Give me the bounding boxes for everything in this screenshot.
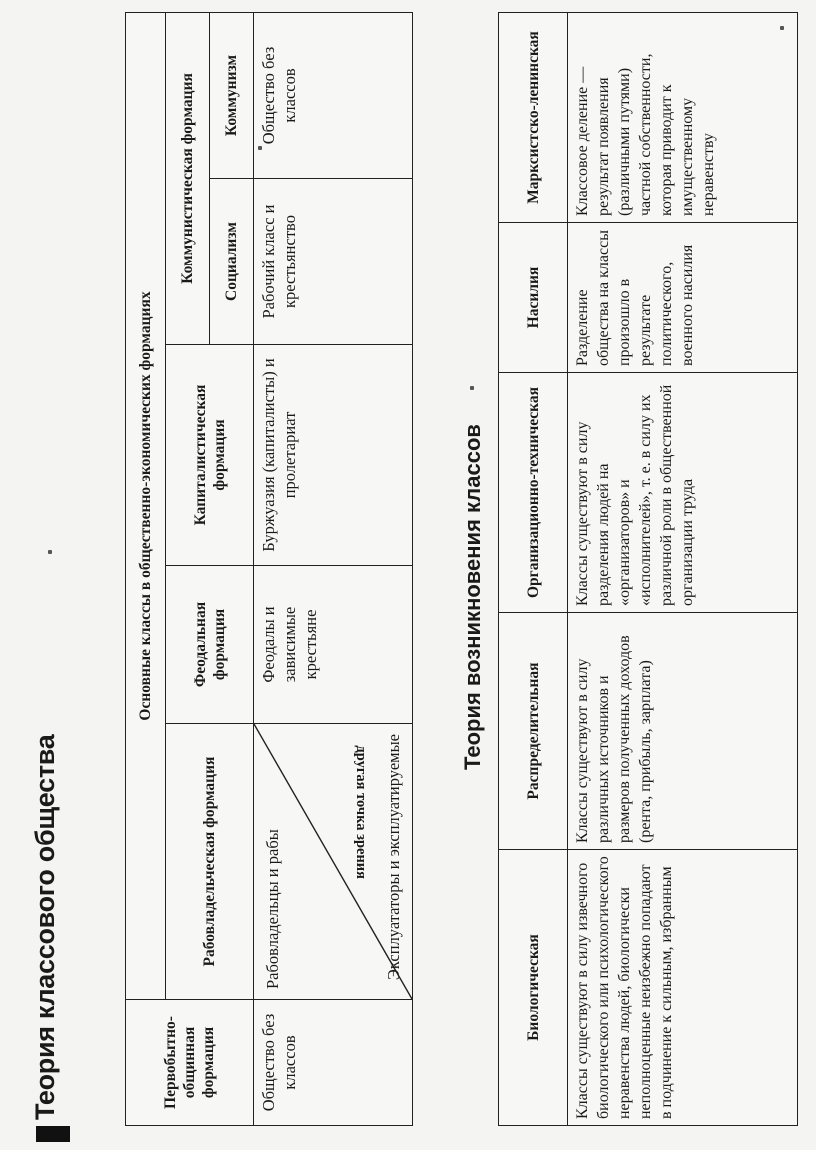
cell-biological: Классы существуют в силу извечного биологического или психологического неравенства людей, биологически неполноценные неизбежно попадают в подчинение к сильным, избранным bbox=[568, 850, 798, 1126]
cell-violence: Разделение общества на классы произошло в результате политического, военного насилия bbox=[568, 223, 798, 373]
header-socialism: Социализм bbox=[210, 179, 254, 345]
cell-organizational: Классы существуют в силу разделения людей на «организаторов» и «исполнителей», т. е. в силу их различной роли в общественной организации труда bbox=[568, 373, 798, 613]
cell-feudal: Феодалы и зависимые крестьяне bbox=[254, 566, 413, 724]
header-primitive: Первобытно-общинная формация bbox=[126, 1000, 254, 1126]
class-origin-table bbox=[498, 12, 798, 1126]
scan-speck bbox=[258, 146, 262, 150]
cell-distributive: Классы существуют в силу различных источников и размеров полученных доходов (рента, прибыль, зарплата) bbox=[568, 613, 798, 850]
scan-speck bbox=[780, 26, 784, 30]
header-biological: Биологическая bbox=[499, 850, 568, 1126]
header-communist: Коммунистическая формация bbox=[166, 12, 210, 344]
header-capitalist: Капиталистическая формация bbox=[166, 345, 254, 566]
section-title: Теория возникновения классов bbox=[460, 424, 485, 770]
cell-communism: Общество без классов bbox=[254, 12, 413, 178]
scan-speck bbox=[470, 386, 474, 390]
cell-marxist: Классовое деление — результат появления (различными путями) частной собственности, которая приводит к имущественному неравенству bbox=[568, 13, 798, 223]
header-violence: Насилия bbox=[499, 223, 568, 373]
other-view-label: другая точка зрения bbox=[353, 745, 369, 879]
class-society-table bbox=[125, 12, 413, 1126]
header-slave: Рабовладельческая формация bbox=[166, 724, 254, 1000]
cell-slave-diagonal bbox=[254, 724, 413, 1000]
header-main-classes: Основные классы в общественно-экономических формациях bbox=[126, 12, 166, 999]
header-feudal: Феодальная формация bbox=[166, 566, 254, 724]
cell-capitalist: Буржуазия (капиталисты) и пролетариат bbox=[254, 345, 413, 566]
title-marker bbox=[36, 1126, 70, 1142]
header-organizational: Организационно-техническая bbox=[499, 373, 568, 613]
cell-primitive: Общество без классов bbox=[254, 1000, 413, 1126]
header-distributive: Распределительная bbox=[499, 613, 568, 850]
exploiters-text: Эксплуататоры и эксплуатируемые bbox=[384, 734, 403, 981]
page-title: Теория классового общества bbox=[30, 734, 60, 1120]
header-communism: Коммунизм bbox=[210, 12, 254, 178]
slave-owners-text: Рабовладельцы и рабы bbox=[263, 829, 282, 989]
scan-speck bbox=[48, 550, 52, 554]
header-marxist: Марксистско-ленинская bbox=[499, 13, 568, 223]
cell-socialism: Рабочий класс и крестьянство bbox=[254, 179, 413, 345]
